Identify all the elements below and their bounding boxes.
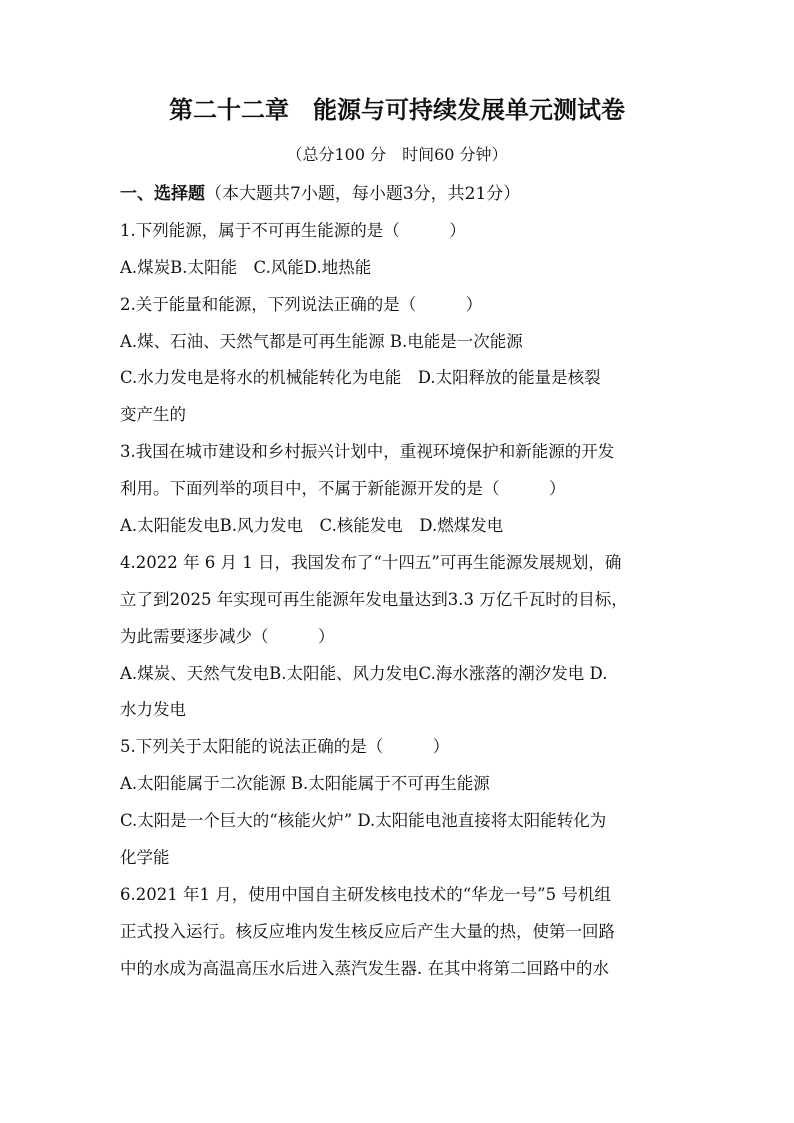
question-1: 1.下列能源，属于不可再生能源的是（ ） — [120, 220, 466, 240]
question-1-options: A.煤炭B.太阳能 C.风能D.地热能 — [120, 257, 372, 277]
question-2-options-cd-cont: 变产生的 — [120, 405, 186, 425]
question-2-options-ab: A.煤、石油、天然气都是可再生能源 B.电能是一次能源 — [120, 331, 523, 351]
section-heading — [120, 176, 680, 213]
question-4-cont: 立了到2025 年实现可再生能源年发电量达到3.3 万亿千瓦时的目标， — [120, 589, 628, 609]
question-2-options-cd: C.水力发电是将水的机械能转化为电能 D.太阳释放的能量是核裂 — [120, 368, 601, 388]
question-4-options-cont: 水力发电 — [120, 700, 186, 720]
question-5: 5.下列关于太阳能的说法正确的是（ ） — [120, 737, 450, 757]
question-4: 4.2022 年 6 月 1 日，我国发布了“十四五”可再生能源发展规划，确 — [120, 552, 622, 572]
question-5-options-ab: A.太阳能属于二次能源 B.太阳能属于不可再生能源 — [120, 774, 490, 794]
question-6-cont: 正式投入运行。核反应堆内发生核反应后产生大量的热，使第一回路 — [120, 921, 615, 941]
question-5-options-cd: C.太阳是一个巨大的“核能火炉” D.太阳能电池直接将太阳能转化为 — [120, 811, 607, 831]
question-4-options: A.煤炭、天然气发电B.太阳能、风力发电C.海水涨落的潮汐发电 D. — [120, 663, 608, 683]
question-2: 2.关于能量和能源，下列说法正确的是（ ） — [120, 294, 483, 314]
question-6-cont-2: 中的水成为高温高压水后进入蒸汽发生器. 在其中将第二回路中的水 — [120, 958, 609, 978]
question-3-cont: 利用。下面列举的项目中，不属于新能源开发的是（ ） — [120, 479, 566, 499]
question-4-cont-2: 为此需要逐步减少（ ） — [120, 626, 335, 646]
page-title: 第二十二章 能源与可持续发展单元测试卷 — [169, 95, 625, 124]
question-6: 6.2021 年1 月，使用中国自主研发核电技术的“华龙一号”5 号机组 — [120, 884, 611, 904]
question-5-options-cd-cont: 化学能 — [120, 848, 170, 868]
question-3: 3.我国在城市建设和乡村振兴计划中，重视环境保护和新能源的开发 — [120, 442, 615, 462]
document-body — [120, 176, 680, 988]
exam-info: （总分100 分 时间60 分钟） — [286, 145, 508, 164]
question-3-options: A.太阳能发电B.风力发电 C.核能发电 D.燃煤发电 — [120, 516, 504, 536]
section-label: 一、选择题 — [120, 184, 205, 204]
section-description: （本大题共7小题，每小题3分，共21分） — [205, 184, 521, 204]
